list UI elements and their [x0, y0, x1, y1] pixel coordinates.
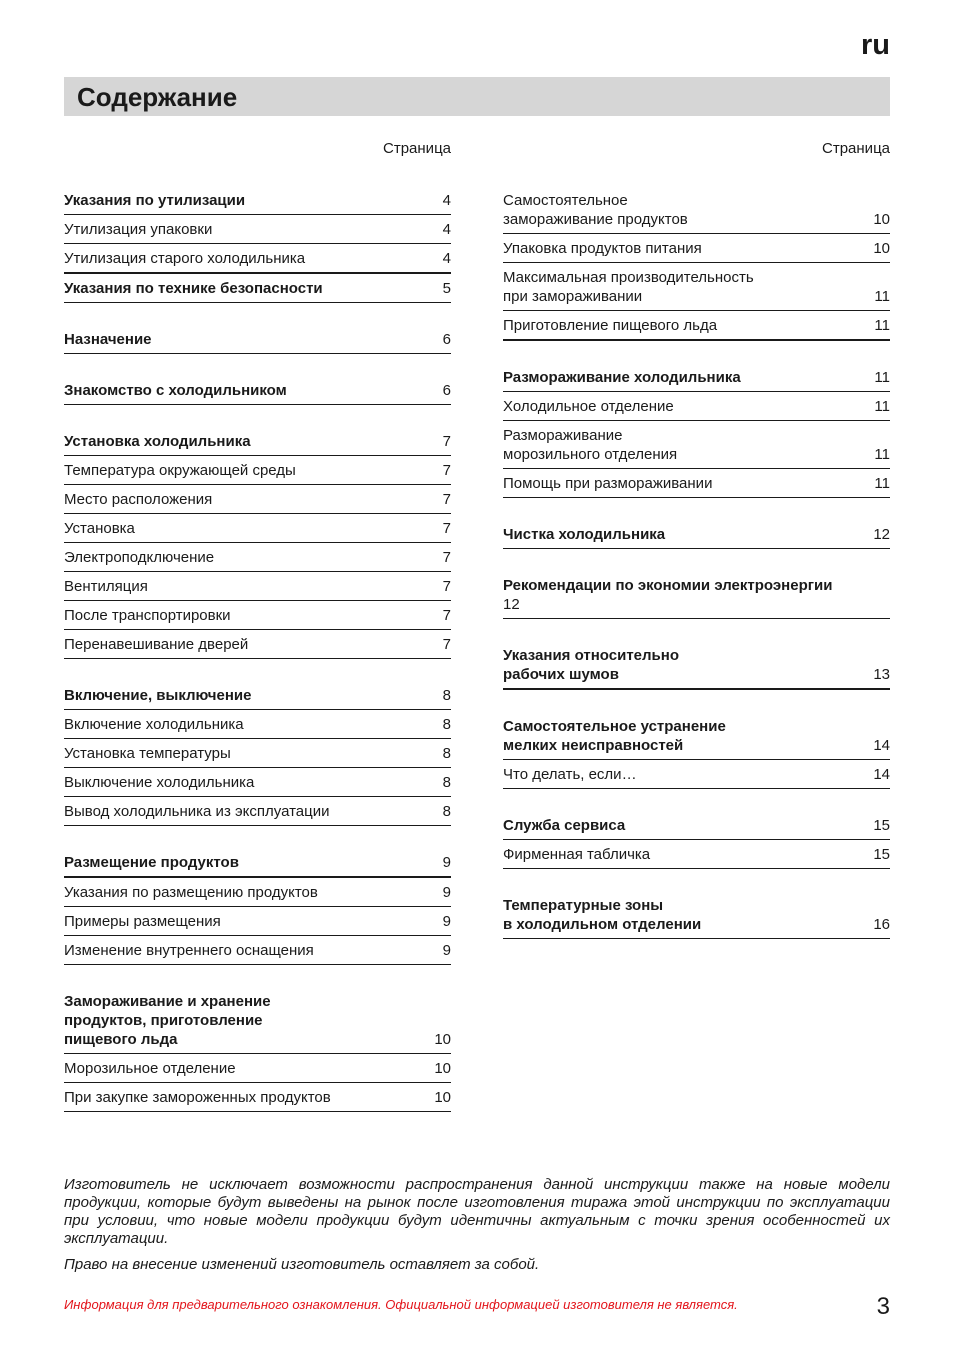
toc-entry-page: 15	[873, 817, 890, 834]
toc-entry	[64, 601, 451, 630]
toc-entry-title: Температура окружающей среды	[64, 462, 296, 479]
page-column-label: Страница	[383, 140, 451, 157]
toc-entry	[64, 848, 451, 878]
disclaimer: Информация для предварительного ознакомления. Официальной информацией изготовителя не является.	[64, 1297, 738, 1312]
toc-entry	[64, 244, 451, 274]
toc-entry	[64, 907, 451, 936]
toc-entry-page: 9	[442, 913, 451, 930]
toc-entry-page: 14	[873, 737, 890, 754]
toc-entry-page: 7	[442, 607, 451, 624]
toc-entry-page: 11	[874, 475, 890, 492]
toc-entry-page: 10	[434, 1089, 451, 1106]
toc-entry-title: Включение холодильника	[64, 716, 244, 733]
toc-entry-page: 13	[873, 666, 890, 683]
page-number: 3	[876, 1293, 890, 1320]
toc-entry-page: 12	[873, 526, 890, 543]
toc-entry-title: При закупке замороженных продуктов	[64, 1089, 331, 1106]
toc-entry	[64, 1083, 451, 1112]
toc-entry-page: 4	[442, 192, 451, 209]
toc-entry-title: Максимальная производительность при замораживании	[503, 269, 754, 305]
toc-entry	[503, 891, 890, 939]
title-bar	[64, 77, 890, 116]
toc-entry	[64, 485, 451, 514]
toc-entry	[64, 1054, 451, 1083]
toc-entry-page: 7	[442, 520, 451, 537]
toc-entry-page: 8	[442, 745, 451, 762]
toc-entry-page: 6	[442, 382, 451, 399]
toc-entry-title: Размораживание морозильного отделения	[503, 427, 678, 463]
rights-note: Право на внесение изменений изготовитель оставляет за собой.	[64, 1256, 540, 1273]
toc-column-left	[64, 140, 451, 1112]
toc-entry-page: 7	[442, 491, 451, 508]
toc-entry-title: Помощь при размораживании	[503, 475, 713, 492]
toc-entry-page: 7	[442, 433, 451, 450]
toc-entry	[503, 186, 890, 234]
toc-entry	[64, 274, 451, 303]
toc-entry-title: Температурные зоны в холодильном отделении	[503, 897, 702, 933]
toc-entry-title: Установка температуры	[64, 745, 231, 762]
toc-entry-title: Фирменная табличка	[503, 846, 651, 863]
toc-entry-title: Указания по размещению продуктов	[64, 884, 318, 901]
toc-entry	[64, 987, 451, 1054]
toc-entry-page: 16	[873, 916, 890, 933]
toc-entry	[64, 543, 451, 572]
toc-entry	[64, 427, 451, 456]
toc-entry-title: Вывод холодильника из эксплуатации	[64, 803, 330, 820]
toc-entry	[64, 215, 451, 244]
toc-entry-title: Что делать, если…	[503, 766, 637, 783]
toc-entry-page: 9	[442, 884, 451, 901]
toc-entry-page: 12	[503, 596, 520, 613]
toc-entry	[503, 263, 890, 311]
toc-entry	[64, 186, 451, 215]
toc-entry-page: 4	[442, 250, 451, 267]
toc-entry-page: 10	[434, 1031, 451, 1048]
language-code: ru	[861, 29, 890, 61]
toc-entry	[503, 840, 890, 869]
toc-entry	[503, 571, 890, 619]
toc-entry-title: Примеры размещения	[64, 913, 221, 930]
toc-entry-title: Размораживание холодильника	[503, 369, 741, 386]
toc-column-right	[503, 140, 890, 939]
toc-entry-title: Включение, выключение	[64, 687, 252, 704]
toc-entry-page: 8	[442, 687, 451, 704]
footer-notes	[64, 1176, 890, 1282]
toc-entry-title: Установка	[64, 520, 135, 537]
toc-entry-page: 14	[873, 766, 890, 783]
toc-entry-title: Электроподключение	[64, 549, 215, 566]
toc-entry-title: Указания по утилизации	[64, 192, 246, 209]
toc-entry-title: Рекомендации по экономии электроэнергии	[503, 577, 833, 594]
toc-entry-title: Место расположения	[64, 491, 213, 508]
toc-entry-page: 11	[874, 369, 890, 386]
toc-entry-title: Чистка холодильника	[503, 526, 666, 543]
toc-entry-page: 10	[873, 211, 890, 228]
toc-entry-title: Назначение	[64, 331, 152, 348]
toc-entry-title: Утилизация старого холодильника	[64, 250, 306, 267]
toc-entry-page: 5	[442, 280, 451, 297]
toc-entry-page: 7	[442, 549, 451, 566]
toc-entry	[503, 712, 890, 760]
toc-entry-title: Замораживание и хранение продуктов, приготовление пищевого льда	[64, 993, 271, 1048]
toc-entry	[503, 469, 890, 498]
toc-entry-title: Служба сервиса	[503, 817, 626, 834]
toc-entry-page: 7	[442, 636, 451, 653]
toc-entry	[64, 630, 451, 659]
toc-entry-page: 10	[434, 1060, 451, 1077]
toc-entry	[64, 514, 451, 543]
toc-entry	[503, 234, 890, 263]
toc-entry	[503, 311, 890, 341]
toc-entry	[503, 811, 890, 840]
toc-entry-title: Упаковка продуктов питания	[503, 240, 702, 257]
toc-entry-page: 11	[874, 398, 890, 415]
toc-entry	[64, 376, 451, 405]
toc-entry-title: Холодильное отделение	[503, 398, 674, 415]
toc-entry-page: 15	[873, 846, 890, 863]
toc-entry-title: Размещение продуктов	[64, 854, 239, 871]
toc-entry-title: Самостоятельное устранение мелких неисправностей	[503, 718, 726, 754]
toc-entry-title: Морозильное отделение	[64, 1060, 236, 1077]
page-title: Содержание	[77, 82, 238, 112]
toc-entry	[64, 710, 451, 739]
toc-entry	[64, 572, 451, 601]
toc-entry	[64, 797, 451, 826]
toc-entry-title: Утилизация упаковки	[64, 221, 213, 238]
toc-entry-title: Указания по технике безопасности	[64, 280, 323, 297]
toc-list-right	[503, 186, 890, 939]
toc-entry-title: После транспортировки	[64, 607, 231, 624]
toc-entry	[503, 520, 890, 549]
toc-entry	[503, 392, 890, 421]
toc-entry	[503, 363, 890, 392]
toc-entry-title: Приготовление пищевого льда	[503, 317, 718, 334]
toc-entry	[64, 739, 451, 768]
toc-entry	[64, 325, 451, 354]
toc-entry-title: Самостоятельное замораживание продуктов	[503, 192, 688, 228]
toc-entry-page: 7	[442, 578, 451, 595]
toc-list-left	[64, 186, 451, 1112]
page-column-label: Страница	[822, 140, 890, 157]
toc-entry	[64, 936, 451, 965]
toc-entry-page: 8	[442, 803, 451, 820]
toc-entry-title: Установка холодильника	[64, 433, 251, 450]
toc-entry	[503, 641, 890, 690]
toc-entry-page: 4	[442, 221, 451, 238]
toc-entry-page: 8	[442, 716, 451, 733]
toc-entry	[64, 681, 451, 710]
toc-entry-page: 11	[874, 446, 890, 463]
toc-entry-page: 7	[442, 462, 451, 479]
toc-entry-title: Выключение холодильника	[64, 774, 255, 791]
toc-entry	[503, 760, 890, 789]
toc-entry-page: 11	[874, 317, 890, 334]
toc-entry-page: 6	[442, 331, 451, 348]
toc-entry-title: Указания относительно рабочих шумов	[503, 647, 679, 683]
toc-entry	[64, 456, 451, 485]
toc-entry-title: Перенавешивание дверей	[64, 636, 249, 653]
toc-entry-title: Изменение внутреннего оснащения	[64, 942, 314, 959]
toc-entry-title: Знакомство с холодильником	[64, 382, 287, 399]
toc-entry-title: Вентиляция	[64, 578, 148, 595]
toc-entry	[64, 768, 451, 797]
toc-entry-page: 8	[442, 774, 451, 791]
toc-entry	[503, 421, 890, 469]
applicability-note: Изготовитель не исключает возможности распространения данной инструкции также на новые модели продукции, которые будут выведены на рынок после изготовления тиража этой инструкции по эксплуатации при условии, что новые модели продукции будут идентичны актуальным с точки зрения особенностей их эксплуатации.	[64, 1176, 890, 1247]
toc-entry	[64, 878, 451, 907]
toc-entry-page: 10	[873, 240, 890, 257]
toc-entry-page: 9	[442, 942, 451, 959]
toc-entry-page: 9	[442, 854, 451, 871]
toc-entry-page: 11	[874, 288, 890, 305]
